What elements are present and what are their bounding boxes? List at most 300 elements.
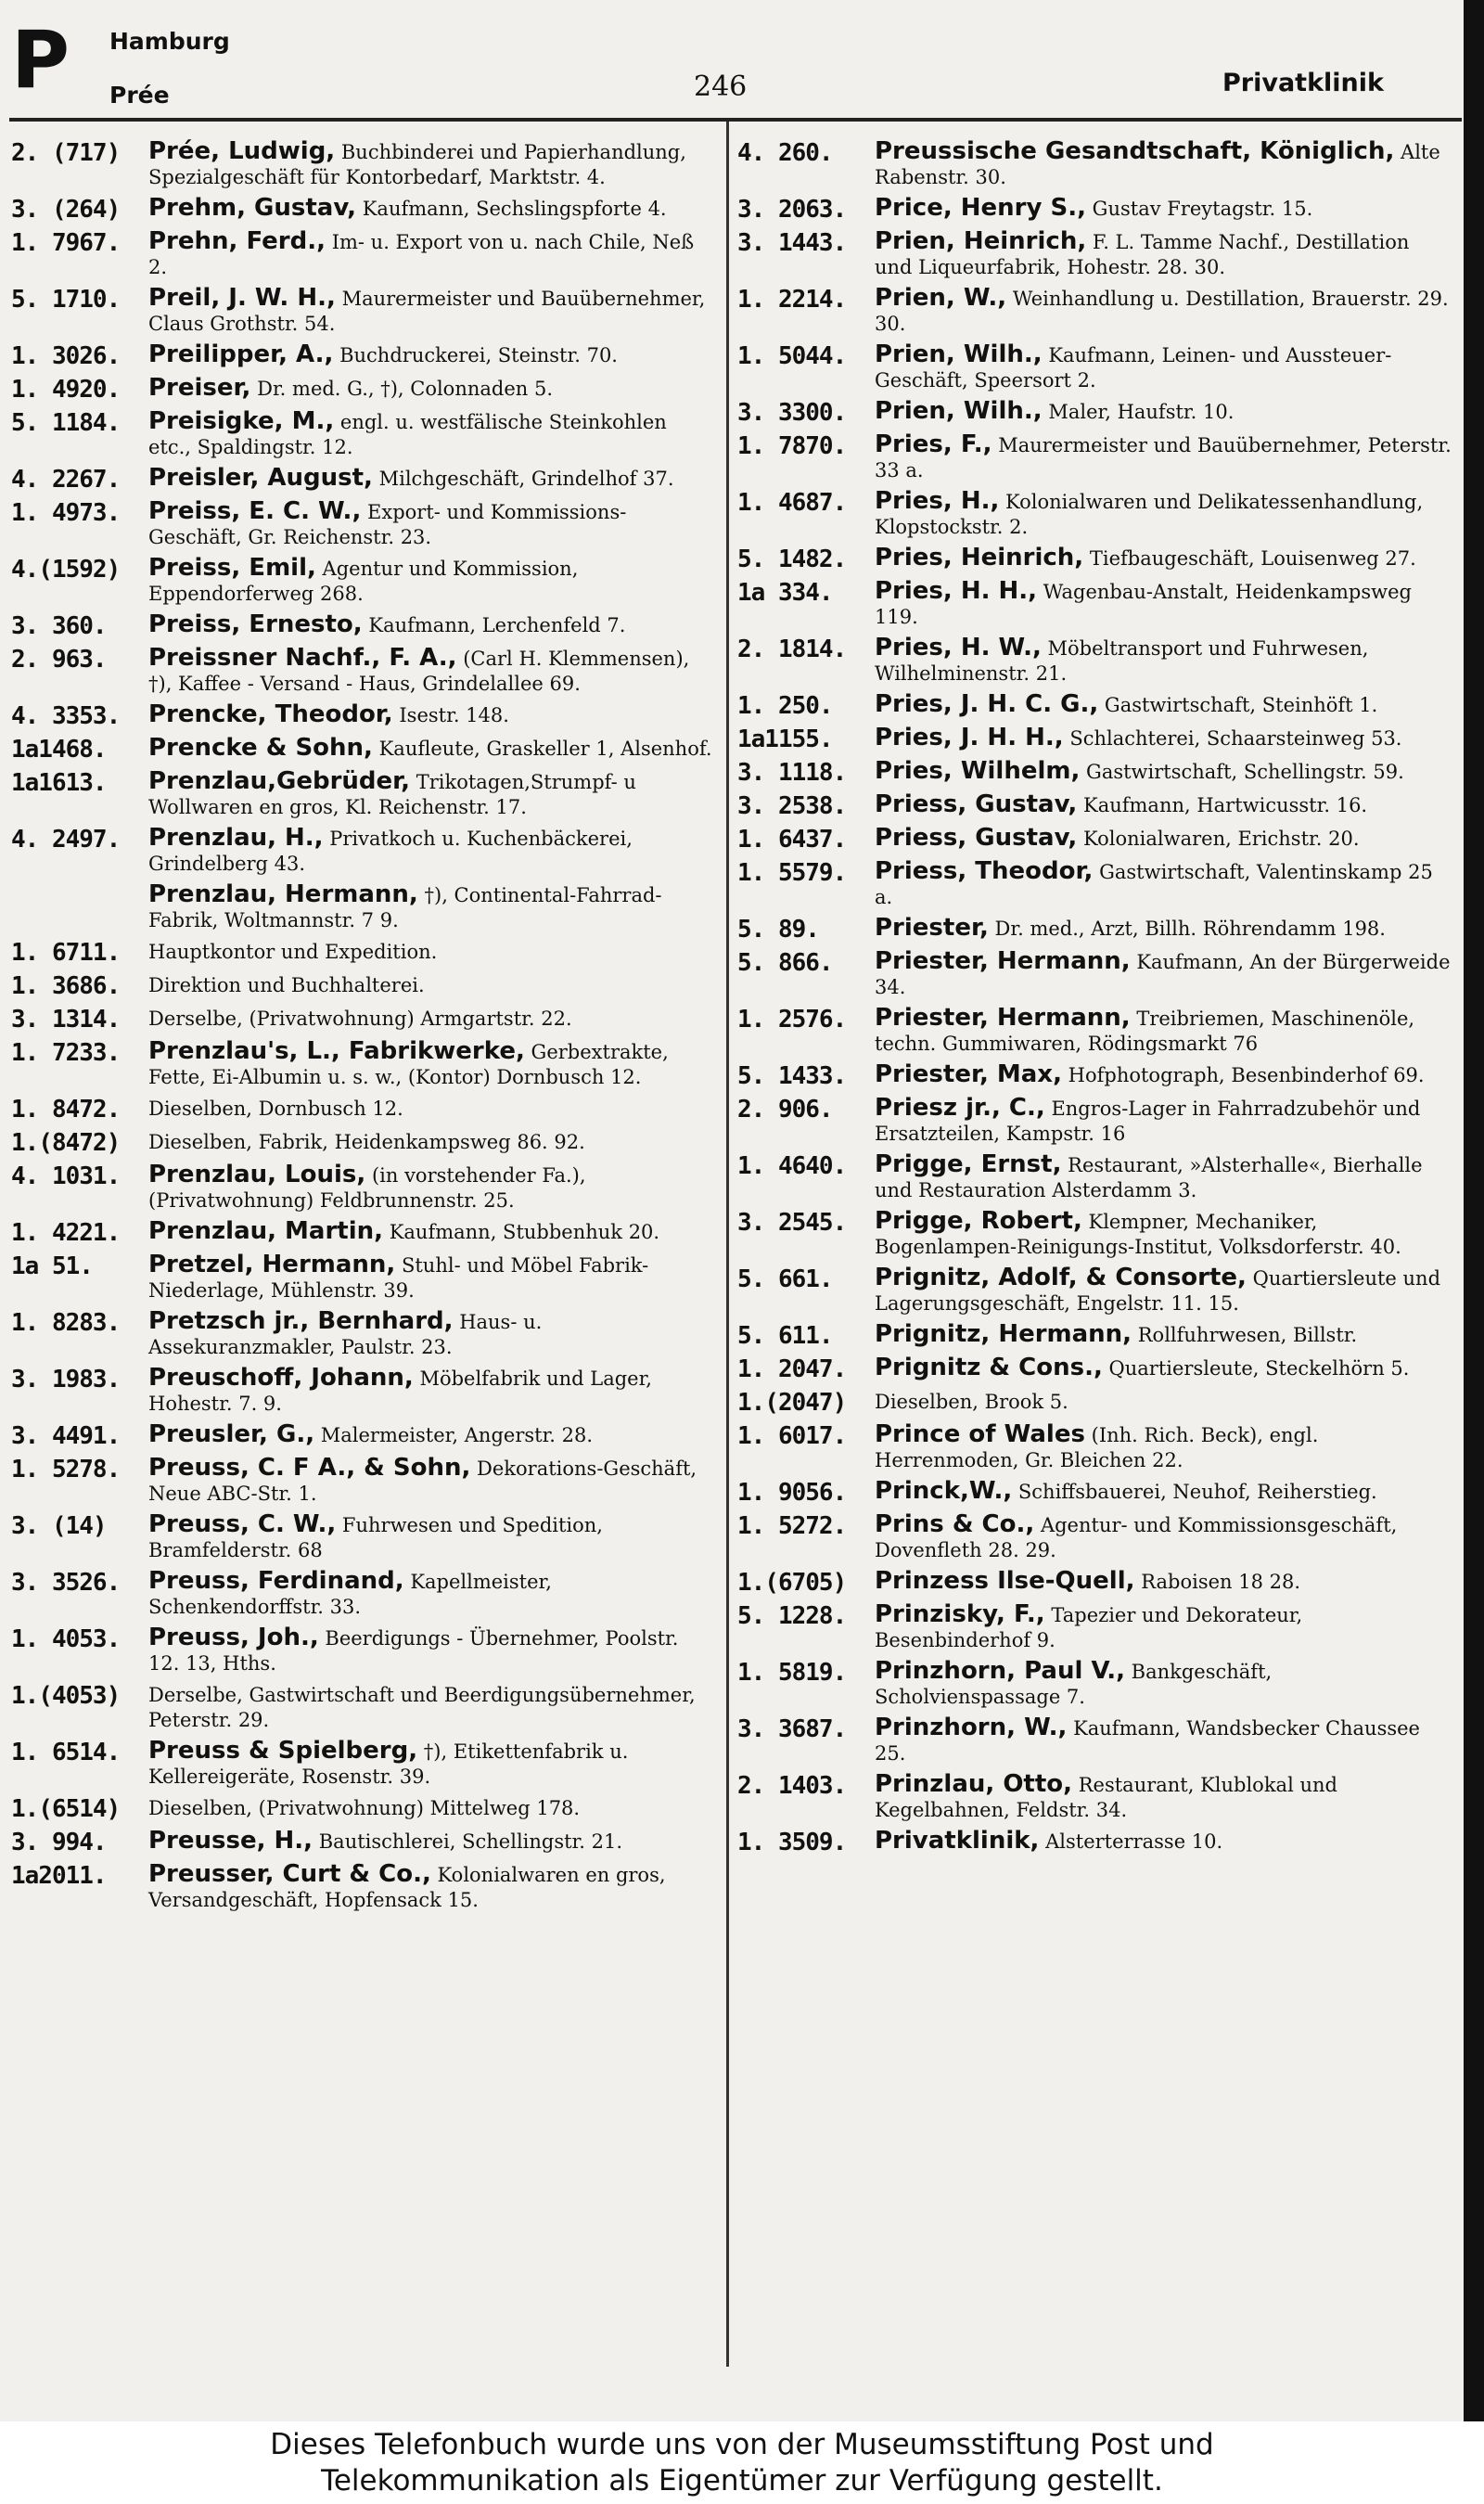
phone-number: 4.(1592) xyxy=(11,556,121,584)
subscriber-name: Prenzlau, Martin, xyxy=(148,1217,384,1245)
subscriber-name: Preuss, C. W., xyxy=(148,1510,337,1538)
entry-detail: Restaurant, Klublokal und Kegelbahnen, Feldstr. 34. xyxy=(875,1774,1337,1821)
entry-detail: Dekorations-Geschäft, Neue ABC-Str. 1. xyxy=(148,1457,697,1505)
entry-detail: Gastwirtschaft, Schellingstr. 59. xyxy=(1086,761,1404,783)
directory-entry xyxy=(11,1006,714,1034)
phone-number: 1. 5819. xyxy=(737,1659,847,1687)
phone-number: 3. (14) xyxy=(11,1512,107,1540)
entry-detail: Kaufmann, Lerchenfeld 7. xyxy=(368,614,626,636)
entry-text xyxy=(148,1006,714,1032)
entry-detail: Wagenbau-Anstalt, Heidenkampsweg 119. xyxy=(875,581,1412,628)
entry-detail: Stuhl- und Möbel Fabrik-Niederlage, Mühlenstr. 39. xyxy=(148,1254,649,1302)
entry-text xyxy=(875,196,1452,222)
phone-number: 3. 3526. xyxy=(11,1569,121,1597)
directory-entry xyxy=(737,692,1452,720)
directory-entry xyxy=(737,726,1452,753)
entry-detail: Schiffsbauerei, Neuhof, Reiherstieg. xyxy=(1017,1481,1377,1503)
entry-text xyxy=(148,769,714,820)
phone-number: 1. 4920. xyxy=(11,376,121,404)
directory-entry xyxy=(11,376,714,404)
directory-entry xyxy=(11,1625,714,1676)
city-heading: Hamburg xyxy=(109,28,230,55)
footer-notice xyxy=(0,2421,1484,2504)
entry-detail: Dr. med. G., †), Colonnaden 5. xyxy=(257,378,554,400)
phone-number: 1. 6437. xyxy=(737,826,847,854)
subscriber-name: Prée, Ludwig, xyxy=(148,137,336,165)
subscriber-name: Prien, Heinrich, xyxy=(875,227,1087,255)
subscriber-name: Preuschoff, Johann, xyxy=(148,1364,414,1392)
phone-number: 1. 6514. xyxy=(11,1739,121,1766)
entry-text xyxy=(148,376,714,402)
subscriber-name: Prinzisky, F., xyxy=(875,1600,1045,1628)
entry-text xyxy=(148,1682,714,1733)
subscriber-name: Prenzlau, Hermann, xyxy=(148,880,418,908)
phone-number: 1. 4053. xyxy=(11,1625,121,1653)
phone-number: 3. 1983. xyxy=(11,1366,121,1393)
phone-number: 2. (717) xyxy=(11,139,121,167)
directory-entry xyxy=(737,1772,1452,1823)
entry-detail: Klempner, Mechaniker, Bogenlampen-Reinigungs-Institut, Volksdorferstr. 40. xyxy=(875,1211,1401,1258)
entry-detail: Isestr. 148. xyxy=(399,704,509,726)
entry-detail: Raboisen 18 28. xyxy=(1141,1571,1301,1593)
footer-line-1: Dieses Telefonbuch wurde uns von der Museumsstiftung Post und xyxy=(270,2428,1214,2461)
phone-number: 1. 7967. xyxy=(11,229,121,257)
entry-text xyxy=(148,1252,714,1303)
phone-number: 3. 1314. xyxy=(11,1006,121,1034)
entry-text xyxy=(875,399,1452,425)
entry-text xyxy=(148,229,714,280)
subscriber-name: Priess, Gustav, xyxy=(875,824,1078,852)
subscriber-name: Preil, J. W. H., xyxy=(148,284,336,312)
subscriber-name: Pries, F., xyxy=(875,430,992,458)
entry-text xyxy=(148,1039,714,1090)
entry-text xyxy=(875,1006,1452,1057)
phone-number: 1. 2576. xyxy=(737,1006,847,1034)
directory-entry xyxy=(11,499,714,550)
phone-number: 3. 2538. xyxy=(737,792,847,820)
phone-number: 5. 866. xyxy=(737,949,833,977)
entry-detail: Gastwirtschaft, Steinhöft 1. xyxy=(1104,694,1378,716)
entry-detail: Schlachterei, Schaarsteinweg 53. xyxy=(1069,727,1402,750)
entry-detail: Gastwirtschaft, Valentinskamp 25 a. xyxy=(875,861,1433,908)
right-column xyxy=(737,139,1452,1862)
entry-detail: Tiefbaugeschäft, Louisenweg 27. xyxy=(1089,547,1416,570)
subscriber-name: Preussische Gesandtschaft, Königlich, xyxy=(875,137,1395,165)
entry-text xyxy=(148,286,714,337)
subscriber-name: Prinzlau, Otto, xyxy=(875,1770,1073,1798)
directory-entry xyxy=(737,1389,1452,1417)
entry-detail: Trikotagen,Strumpf- u Wollwaren en gros, Kl. Reichenstr. 17. xyxy=(148,771,636,818)
phone-number: 1a2011. xyxy=(11,1862,107,1890)
entry-text xyxy=(875,1389,1452,1415)
entry-text xyxy=(148,1219,714,1245)
directory-entry xyxy=(11,1252,714,1303)
phone-number: 5. 1482. xyxy=(737,546,847,573)
directory-entry xyxy=(11,139,714,190)
entry-detail: Fuhrwesen und Spedition, Bramfelderstr. 68 xyxy=(148,1514,603,1561)
entry-detail: Alte Rabenstr. 30. xyxy=(875,141,1440,188)
entry-detail: Maurermeister und Bauübernehmer, Peterstr. 33 a. xyxy=(875,434,1452,482)
entry-text xyxy=(875,1422,1452,1473)
subscriber-name: Preuss & Spielberg, xyxy=(148,1737,418,1765)
directory-entry xyxy=(737,546,1452,573)
directory-entry xyxy=(11,882,714,933)
entry-text xyxy=(148,196,714,222)
directory-entry xyxy=(737,579,1452,630)
entry-detail: Engros-Lager in Fahrradzubehör und Ersatzteilen, Kampstr. 16 xyxy=(875,1098,1421,1145)
entry-detail: Milchgeschäft, Grindelhof 37. xyxy=(378,468,674,490)
directory-entry xyxy=(11,342,714,370)
subscriber-name: Pries, Wilhelm, xyxy=(875,757,1081,785)
entry-detail: Kaufmann, Leinen- und Aussteuer-Geschäft, Speersort 2. xyxy=(875,344,1392,392)
entry-detail: Treibriemen, Maschinenöle, techn. Gummiwaren, Rödingsmarkt 76 xyxy=(875,1008,1415,1055)
phone-number: 3. 1118. xyxy=(737,759,847,787)
directory-entry xyxy=(737,1479,1452,1507)
subscriber-name: Preiss, E. C. W., xyxy=(148,497,362,525)
entry-text xyxy=(148,1862,714,1913)
directory-entry xyxy=(11,1456,714,1507)
directory-entry xyxy=(737,1422,1452,1473)
subscriber-name: Priesz jr., C., xyxy=(875,1094,1045,1122)
directory-entry xyxy=(737,859,1452,910)
entry-text xyxy=(875,1152,1452,1203)
subscriber-name: Preiser, xyxy=(148,374,251,402)
phone-number: 1. 9056. xyxy=(737,1479,847,1507)
section-letter: P xyxy=(11,14,70,107)
phone-number: 4. 1031. xyxy=(11,1162,121,1190)
subscriber-name: Prenzlau, Louis, xyxy=(148,1161,366,1188)
directory-entry xyxy=(11,769,714,820)
entry-detail: Bankgeschäft, Scholvienspassage 7. xyxy=(875,1661,1273,1708)
entry-text xyxy=(148,139,714,190)
directory-entry xyxy=(11,646,714,697)
phone-number: 1. 7870. xyxy=(737,432,847,460)
phone-number: 3. 2545. xyxy=(737,1209,847,1237)
directory-entry xyxy=(11,229,714,280)
subscriber-name: Priess, Theodor, xyxy=(875,857,1094,885)
directory-entry xyxy=(11,972,714,1000)
entry-detail: Export- und Kommissions-Geschäft, Gr. Reichenstr. 23. xyxy=(148,501,627,548)
subscriber-name: Prehn, Ferd., xyxy=(148,227,326,255)
directory-entry xyxy=(11,1739,714,1790)
subscriber-name: Prigge, Robert, xyxy=(875,1207,1082,1235)
directory-entry xyxy=(737,1829,1452,1856)
directory-entry xyxy=(737,489,1452,540)
last-entry-word: Privatklinik xyxy=(1222,69,1384,97)
directory-entry xyxy=(11,286,714,337)
phone-number: 2. 1403. xyxy=(737,1772,847,1800)
entry-detail: (Inh. Rich. Beck), engl. Herrenmoden, Gr. Bleichen 22. xyxy=(875,1424,1319,1471)
directory-entry xyxy=(737,916,1452,944)
entry-detail: Malermeister, Angerstr. 28. xyxy=(320,1424,594,1446)
subscriber-name: Preiss, Ernesto, xyxy=(148,610,363,638)
entry-text xyxy=(148,409,714,460)
entry-detail: Maurermeister und Bauübernehmer, Claus Grothstr. 54. xyxy=(148,288,706,335)
entry-text xyxy=(148,1829,714,1855)
entry-text xyxy=(875,726,1452,751)
entry-detail: Dieselben, Brook 5. xyxy=(875,1391,1068,1413)
entry-detail: Quartiersleute, Steckelhörn 5. xyxy=(1108,1357,1410,1380)
entry-text xyxy=(148,1309,714,1360)
phone-number: 1a1468. xyxy=(11,736,107,764)
entry-text xyxy=(148,1162,714,1213)
entry-detail: Dieselben, Dornbusch 12. xyxy=(148,1098,403,1120)
directory-entry xyxy=(11,939,714,967)
directory-entry xyxy=(737,826,1452,854)
phone-number: 4. 2497. xyxy=(11,826,121,854)
directory-entry xyxy=(737,1265,1452,1316)
phone-number: 4. 3353. xyxy=(11,702,121,730)
entry-text xyxy=(875,342,1452,393)
directory-entry xyxy=(11,826,714,877)
entry-text xyxy=(148,1625,714,1676)
entry-text xyxy=(875,692,1452,718)
subscriber-name: Preuss, C. F A., & Sohn, xyxy=(148,1454,471,1482)
directory-entry xyxy=(11,1795,714,1823)
subscriber-name: Pries, H., xyxy=(875,487,1000,515)
phone-number: 5. 1228. xyxy=(737,1602,847,1630)
entry-text xyxy=(875,636,1452,687)
entry-text xyxy=(148,499,714,550)
directory-entry xyxy=(11,1309,714,1360)
subscriber-name: Prinzhorn, W., xyxy=(875,1714,1068,1741)
directory-entry xyxy=(737,1602,1452,1653)
subscriber-name: Pries, Heinrich, xyxy=(875,544,1084,571)
entry-text xyxy=(148,342,714,368)
phone-number: 1. 6711. xyxy=(11,939,121,967)
entry-text xyxy=(148,1569,714,1620)
entry-detail: Möbelfabrik und Lager, Hohestr. 7. 9. xyxy=(148,1368,652,1415)
entry-detail: Dr. med., Arzt, Billh. Röhrendamm 198. xyxy=(994,918,1386,940)
directory-entry xyxy=(737,792,1452,820)
directory-entry xyxy=(737,342,1452,393)
entry-text xyxy=(875,1715,1452,1766)
entry-detail: Im- u. Export von u. nach Chile, Neß 2. xyxy=(148,231,695,278)
phone-number: 1. 5278. xyxy=(11,1456,121,1483)
directory-entry xyxy=(737,399,1452,427)
subscriber-name: Pretzsch jr., Bernhard, xyxy=(148,1307,454,1335)
phone-number: 4. 2267. xyxy=(11,466,121,494)
entry-detail: Buchbinderei und Papierhandlung, Spezialgeschäft für Kontorbedarf, Marktstr. 4. xyxy=(148,141,686,188)
entry-detail: (Carl H. Klemmensen), †), Kaffee - Versand - Haus, Grindelallee 69. xyxy=(148,648,690,695)
subscriber-name: Pries, J. H. C. G., xyxy=(875,690,1099,718)
entry-detail: Kaufmann, Hartwicusstr. 16. xyxy=(1083,794,1368,816)
entry-text xyxy=(148,939,714,965)
directory-entry xyxy=(737,1322,1452,1350)
entry-detail: (in vorstehender Fa.), (Privatwohnung) Feldbrunnenstr. 25. xyxy=(148,1164,586,1212)
entry-text xyxy=(148,1456,714,1507)
entry-detail: Maler, Haufstr. 10. xyxy=(1048,401,1235,423)
entry-text xyxy=(875,949,1452,1000)
directory-entry xyxy=(11,1512,714,1563)
header-rule xyxy=(9,118,1462,122)
directory-entry xyxy=(11,1862,714,1913)
directory-entry xyxy=(11,1219,714,1247)
entry-detail: Gustav Freytagstr. 15. xyxy=(1092,198,1313,220)
entry-text xyxy=(148,826,714,877)
subscriber-name: Preusler, G., xyxy=(148,1420,315,1448)
entry-detail: Direktion und Buchhalterei. xyxy=(148,974,425,996)
footer-line-2: Telekommunikation als Eigentümer zur Verfügung gestellt. xyxy=(321,2464,1163,2498)
subscriber-name: Prien, Wilh., xyxy=(875,340,1043,368)
subscriber-name: Preilipper, A., xyxy=(148,340,334,368)
phone-number: 3. 3300. xyxy=(737,399,847,427)
entry-text xyxy=(148,1739,714,1790)
left-column xyxy=(11,139,714,1919)
entry-text xyxy=(875,139,1452,190)
entry-detail: Derselbe, Gastwirtschaft und Beerdigungsübernehmer, Peterstr. 29. xyxy=(148,1684,696,1731)
entry-detail: Hauptkontor und Expedition. xyxy=(148,941,438,963)
directory-entry xyxy=(11,1366,714,1417)
entry-detail: Haus- u. Assekuranzmakler, Paulstr. 23. xyxy=(148,1311,543,1358)
directory-entry xyxy=(737,1569,1452,1597)
entry-text xyxy=(875,432,1452,483)
entry-text xyxy=(875,286,1452,337)
phone-number: 3. 2063. xyxy=(737,196,847,224)
phone-number: 1.(8472) xyxy=(11,1129,121,1157)
entry-detail: Bautischlerei, Schellingstr. 21. xyxy=(318,1830,623,1853)
entry-text xyxy=(875,546,1452,571)
phone-number: 1. 8472. xyxy=(11,1096,121,1124)
column-divider xyxy=(726,122,729,2367)
entry-text xyxy=(875,759,1452,785)
entry-text xyxy=(875,1512,1452,1563)
directory-entry xyxy=(11,409,714,460)
directory-entry xyxy=(737,196,1452,224)
directory-entry xyxy=(11,1829,714,1856)
phone-number: 1a1613. xyxy=(11,769,107,797)
directory-entry xyxy=(11,1569,714,1620)
phone-number: 2. 906. xyxy=(737,1096,833,1124)
phone-number: 1. 3509. xyxy=(737,1829,847,1856)
subscriber-name: Prencke & Sohn, xyxy=(148,734,373,762)
directory-entry xyxy=(11,1682,714,1733)
entry-detail: F. L. Tamme Nachf., Destillation und Liqueurfabrik, Hohestr. 28. 30. xyxy=(875,231,1410,278)
entry-text xyxy=(875,792,1452,818)
phone-number: 1.(6514) xyxy=(11,1795,121,1823)
directory-entry xyxy=(11,736,714,764)
directory-entry xyxy=(11,1422,714,1450)
directory-entry xyxy=(11,1039,714,1090)
phone-number: 3. (264) xyxy=(11,196,121,224)
subscriber-name: Prinzhorn, Paul V., xyxy=(875,1657,1125,1685)
entry-text xyxy=(875,1659,1452,1710)
entry-detail: Restaurant, »Alsterhalle«, Bierhalle und Restauration Alsterdamm 3. xyxy=(875,1154,1423,1201)
phone-number: 1. 250. xyxy=(737,692,833,720)
directory-entry xyxy=(737,139,1452,190)
directory-entry xyxy=(11,196,714,224)
subscriber-name: Pretzel, Hermann, xyxy=(148,1251,396,1278)
entry-detail: Gerbextrakte, Fette, Ei-Albumin u. s. w., (Kontor) Dornbusch 12. xyxy=(148,1041,669,1088)
phone-number: 3. 4491. xyxy=(11,1422,121,1450)
phone-number: 2. 1814. xyxy=(737,636,847,663)
phone-number: 1. 5579. xyxy=(737,859,847,887)
directory-entry xyxy=(737,1659,1452,1710)
entry-text xyxy=(148,466,714,492)
subscriber-name: Priester, xyxy=(875,914,989,942)
subscriber-name: Prenzlau, H., xyxy=(148,824,324,852)
entry-text xyxy=(875,1265,1452,1316)
phone-number: 3. 3687. xyxy=(737,1715,847,1743)
subscriber-name: Prinzess Ilse-Quell, xyxy=(875,1567,1135,1595)
subscriber-name: Priester, Hermann, xyxy=(875,1004,1131,1032)
entry-text xyxy=(875,1569,1452,1595)
entry-text xyxy=(148,882,714,933)
subscriber-name: Prencke, Theodor, xyxy=(148,700,393,728)
phone-number: 1. 7233. xyxy=(11,1039,121,1067)
directory-entry xyxy=(737,229,1452,280)
entry-text xyxy=(148,1096,714,1122)
entry-detail: Dieselben, Fabrik, Heidenkampsweg 86. 92. xyxy=(148,1131,585,1153)
entry-text xyxy=(875,489,1452,540)
entry-detail: Kaufmann, Wandsbecker Chaussee 25. xyxy=(875,1717,1420,1765)
entry-detail: Agentur- und Kommissionsgeschäft, Dovenfleth 28. 29. xyxy=(875,1514,1398,1561)
phone-number: 5. 1433. xyxy=(737,1062,847,1090)
phone-number: 1.(4053) xyxy=(11,1682,121,1710)
entry-text xyxy=(875,1096,1452,1147)
entry-detail: Derselbe, (Privatwohnung) Armgartstr. 22. xyxy=(148,1008,572,1030)
subscriber-name: Price, Henry S., xyxy=(875,194,1086,222)
directory-entry xyxy=(737,636,1452,687)
entry-text xyxy=(875,1322,1452,1348)
phone-number: 1.(6705) xyxy=(737,1569,847,1597)
entry-detail: Kaufleute, Graskeller 1, Alsenhof. xyxy=(378,738,712,760)
phone-number: 1. 4221. xyxy=(11,1219,121,1247)
entry-detail: Kaufmann, Stubbenhuk 20. xyxy=(389,1221,660,1243)
subscriber-name: Princk,W., xyxy=(875,1477,1013,1505)
phone-number: 1.(2047) xyxy=(737,1389,847,1417)
entry-detail: Kolonialwaren en gros, Versandgeschäft, Hopfensack 15. xyxy=(148,1864,666,1911)
directory-entry xyxy=(737,1152,1452,1203)
entry-text xyxy=(148,1129,714,1155)
subscriber-name: Pries, H. W., xyxy=(875,634,1042,661)
entry-detail: Dieselben, (Privatwohnung) Mittelweg 178. xyxy=(148,1797,581,1819)
entry-detail: Weinhandlung u. Destillation, Brauerstr. 29. 30. xyxy=(875,288,1449,335)
subscriber-name: Prenzlau's, L., Fabrikwerke, xyxy=(148,1037,525,1065)
subscriber-name: Prenzlau,Gebrüder, xyxy=(148,767,411,795)
phone-number: 4. 260. xyxy=(737,139,833,167)
phone-number: 1a 51. xyxy=(11,1252,93,1280)
entry-text xyxy=(148,1795,714,1821)
phone-number: 1. 5272. xyxy=(737,1512,847,1540)
entry-text xyxy=(148,702,714,728)
subscriber-name: Prehm, Gustav, xyxy=(148,194,357,222)
subscriber-name: Prignitz, Hermann, xyxy=(875,1320,1132,1348)
subscriber-name: Prignitz, Adolf, & Consorte, xyxy=(875,1264,1247,1291)
entry-text xyxy=(875,1062,1452,1088)
phone-number: 2. 963. xyxy=(11,646,107,674)
first-entry-word: Prée xyxy=(109,82,170,109)
entry-detail: Buchdruckerei, Steinstr. 70. xyxy=(339,344,618,366)
entry-text xyxy=(148,646,714,697)
entry-detail: Privatkoch u. Kuchenbäckerei, Grindelberg 43. xyxy=(148,828,633,875)
scan-edge xyxy=(1464,0,1484,2421)
subscriber-name: Prien, W., xyxy=(875,284,1007,312)
directory-entry xyxy=(737,1715,1452,1766)
entry-text xyxy=(875,1772,1452,1823)
subscriber-name: Preuss, Joh., xyxy=(148,1624,319,1651)
entry-text xyxy=(875,826,1452,852)
entry-detail: Hofphotograph, Besenbinderhof 69. xyxy=(1068,1064,1425,1086)
phone-number: 1. 4640. xyxy=(737,1152,847,1180)
phone-number: 5. 1710. xyxy=(11,286,121,314)
directory-entry xyxy=(11,556,714,607)
entry-text xyxy=(875,1479,1452,1505)
directory-entry xyxy=(737,432,1452,483)
subscriber-name: Preuss, Ferdinand, xyxy=(148,1567,404,1595)
phone-number: 3. 360. xyxy=(11,612,107,640)
directory-entry xyxy=(737,1062,1452,1090)
